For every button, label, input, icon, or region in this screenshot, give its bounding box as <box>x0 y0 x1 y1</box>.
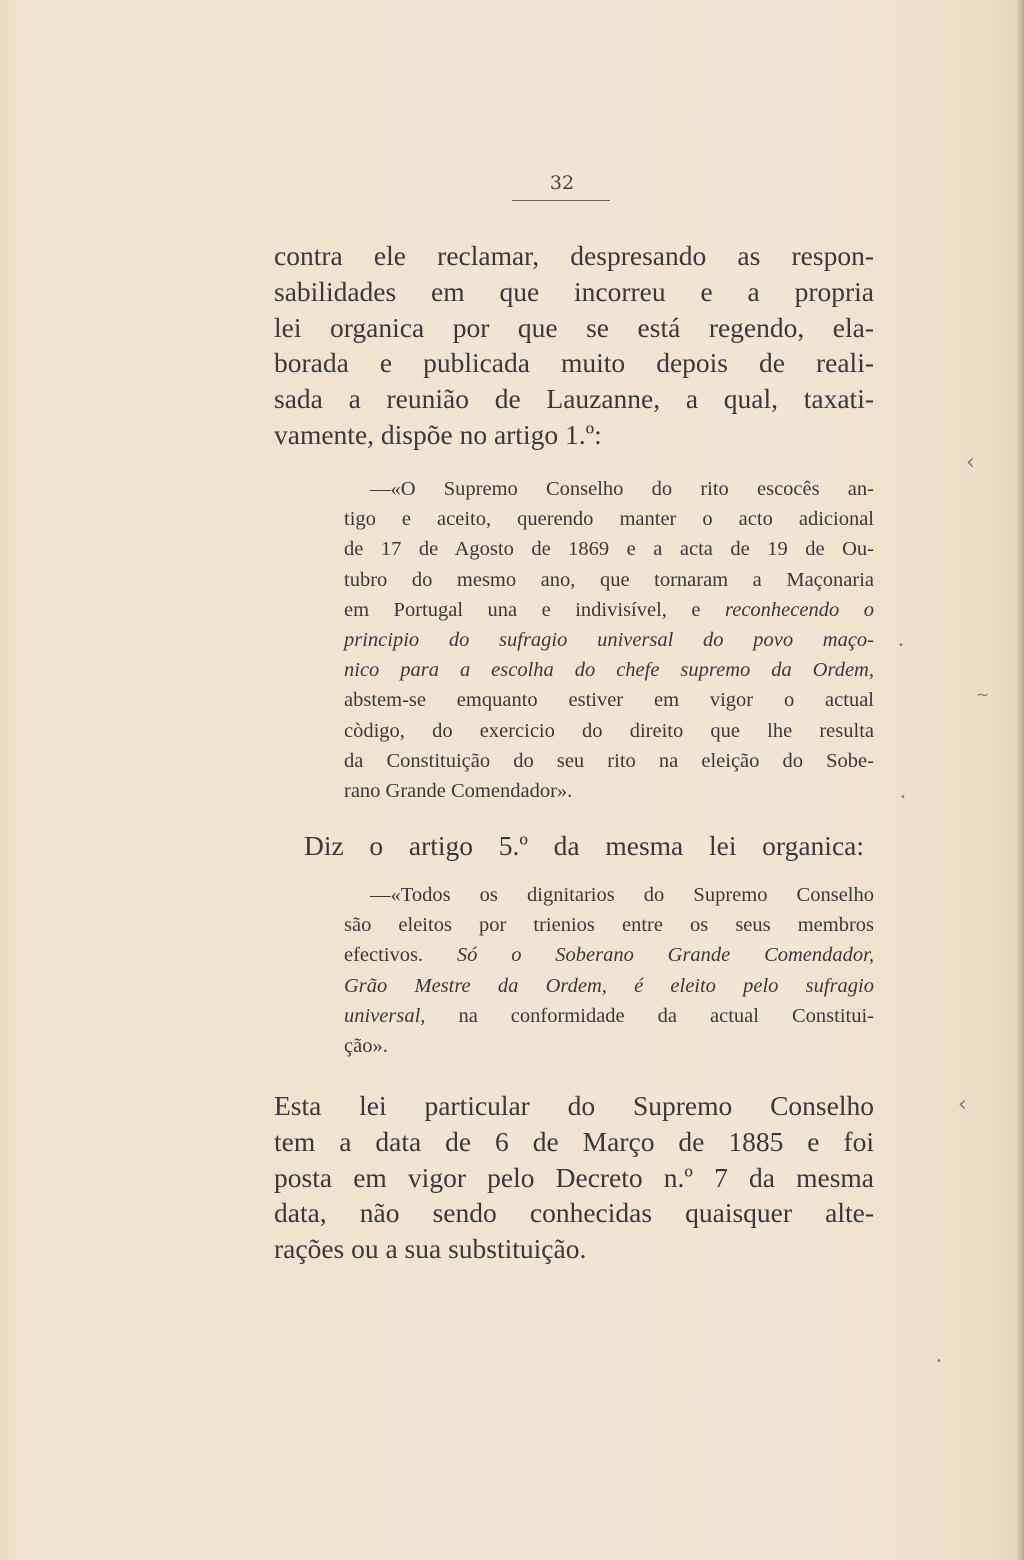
quote-1-emphasis: reconhecendo o <box>725 598 874 621</box>
quote-2-line: —«Todos os dignitarios do Supremo Conselho <box>370 884 874 906</box>
paragraph-1 <box>274 238 874 453</box>
page-number: 32 <box>549 172 575 194</box>
quote-1-line: abstem-se emquanto estiver em vigor o actual <box>344 689 874 712</box>
paragraph-3-line: rações ou a sua substituição. <box>274 1233 587 1265</box>
quote-2-text: na conformidade da actual Constitui- <box>425 1004 874 1027</box>
quote-2-emphasis: universal, <box>344 1004 426 1027</box>
paragraph-1-line: vamente, dispõe no artigo 1.º: <box>274 418 602 450</box>
margin-mark-icon: ‹ <box>958 1092 967 1117</box>
quote-1-line: da Constituição do seu rito na eleição do Sobe- <box>344 749 874 772</box>
paragraph-1-line: sada a reunião de Lauzanne, a qual, taxati- <box>274 383 874 415</box>
margin-mark-icon: ‹ <box>966 450 975 475</box>
page-edge-shadow <box>1016 0 1024 1560</box>
quote-1-line: còdigo, do exercicio do direito que lhe resulta <box>344 719 874 742</box>
quote-1-line: rano Grande Comendador». <box>344 780 573 803</box>
quote-2-text: efectivos. <box>344 944 457 967</box>
quote-1-emphasis: nico para a escolha do chefe supremo da Ordem, <box>344 659 874 682</box>
header-rule <box>512 200 610 201</box>
quote-1-line: tubro do mesmo ano, que tornaram a Maçonaria <box>344 568 874 591</box>
paragraph-1-line: borada e publicada muito depois de reali- <box>274 347 874 379</box>
paragraph-3-line: tem a data de 6 de Março de 1885 e foi <box>274 1125 874 1157</box>
paragraph-3 <box>274 1088 874 1267</box>
quote-2-line: ção». <box>344 1035 388 1058</box>
quote-1-line <box>344 625 874 655</box>
paragraph-3-line: Esta lei particular do Supremo Conselho <box>274 1090 874 1121</box>
paragraph-1-line: lei organica por que se está regendo, ela- <box>274 311 874 343</box>
margin-mark-icon: ~ <box>976 685 990 704</box>
quote-1-line <box>344 655 874 685</box>
paragraph-2-line: Diz o artigo 5.º da mesma lei organica: <box>304 830 864 861</box>
quote-1 <box>344 474 874 806</box>
quote-2-line <box>344 971 874 1001</box>
quote-1-text: em Portugal una e indivisível, e <box>344 598 726 621</box>
quote-2-line <box>344 940 874 970</box>
ink-speck-icon: • <box>936 1356 942 1367</box>
quote-2-emphasis: Só o Soberano Grande Comendador, <box>456 944 874 967</box>
paragraph-1-line: contra ele reclamar, despresando as respon- <box>274 240 874 271</box>
quote-2-line: são eleitos por trienios entre os seus membros <box>344 914 874 937</box>
quote-1-line <box>344 595 874 625</box>
quote-1-line: —«O Supremo Conselho do rito escocês an- <box>370 478 874 500</box>
paragraph-2 <box>304 828 864 864</box>
quote-1-emphasis: principio do sufragio universal do povo maço- <box>344 629 874 652</box>
ink-speck-icon: • <box>900 792 906 803</box>
quote-2-emphasis: Grão Mestre da Ordem, é eleito pelo sufragio <box>344 974 874 997</box>
ink-speck-icon: • <box>898 640 904 651</box>
quote-1-line: de 17 de Agosto de 1869 e a acta de 19 de Ou- <box>344 538 874 561</box>
paragraph-3-line: data, não sendo conhecidas quaisquer alte- <box>274 1197 874 1229</box>
quote-2-line <box>344 1001 874 1031</box>
quote-1-line: tigo e aceito, querendo manter o acto adicional <box>344 508 874 531</box>
paragraph-3-line: posta em vigor pelo Decreto n.º 7 da mesma <box>274 1161 874 1193</box>
quote-2 <box>344 880 874 1061</box>
paragraph-1-line: sabilidades em que incorreu e a propria <box>274 275 874 307</box>
